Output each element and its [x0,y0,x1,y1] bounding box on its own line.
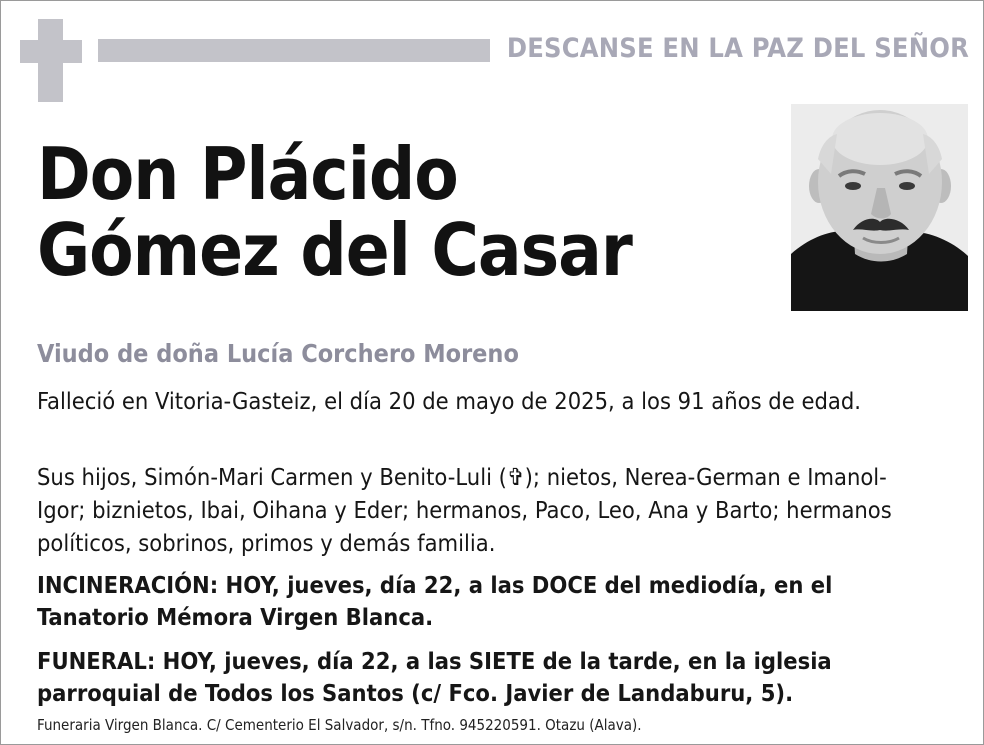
name-line-2: Gómez del Casar [37,208,632,292]
portrait-photo [791,104,968,311]
header-title: DESCANSE EN LA PAZ DEL SEÑOR [506,33,969,64]
incineration-notice: INCINERACIÓN: HOY, jueves, día 22, a las DOCE del mediodía, en el Tanatorio Mémora Virgen Blanca. [37,571,833,631]
death-notice: Falleció en Vitoria-Gasteiz, el día 20 de mayo de 2025, a los 91 años de edad. [37,387,861,415]
cross-icon-bar [20,40,82,63]
family-text-part1: Sus hijos, Simón-Mari Carmen y Benito-Luli ( [37,463,507,491]
header-divider-bar [98,39,490,62]
funeral-home-footer: Funeraria Virgen Blanca. C/ Cementerio El Salvador, s/n. Tfno. 945220591. Otazu (Alava). [37,716,642,734]
funeral-notice: FUNERAL: HOY, jueves, día 22, a las SIETE de la tarde, en la iglesia parroquial de Todos los Santos (c/ Fco. Javier de Landaburu, 5). [37,647,832,707]
small-cross-icon: ✞ [506,463,525,491]
family-list [37,461,917,560]
deceased-name [37,132,632,292]
name-line-1: Don Plácido [37,132,458,216]
family-text-part2: ); nietos, Nerea-German e Imanol-Igor; biznietos, Ibai, Oihana y Eder; hermanos, Paco, Leo, Ana y Barto; hermanos políticos, sobrinos, primos y demás familia. [37,463,892,557]
widow-subtitle: Viudo de doña Lucía Corchero Moreno [37,339,519,368]
